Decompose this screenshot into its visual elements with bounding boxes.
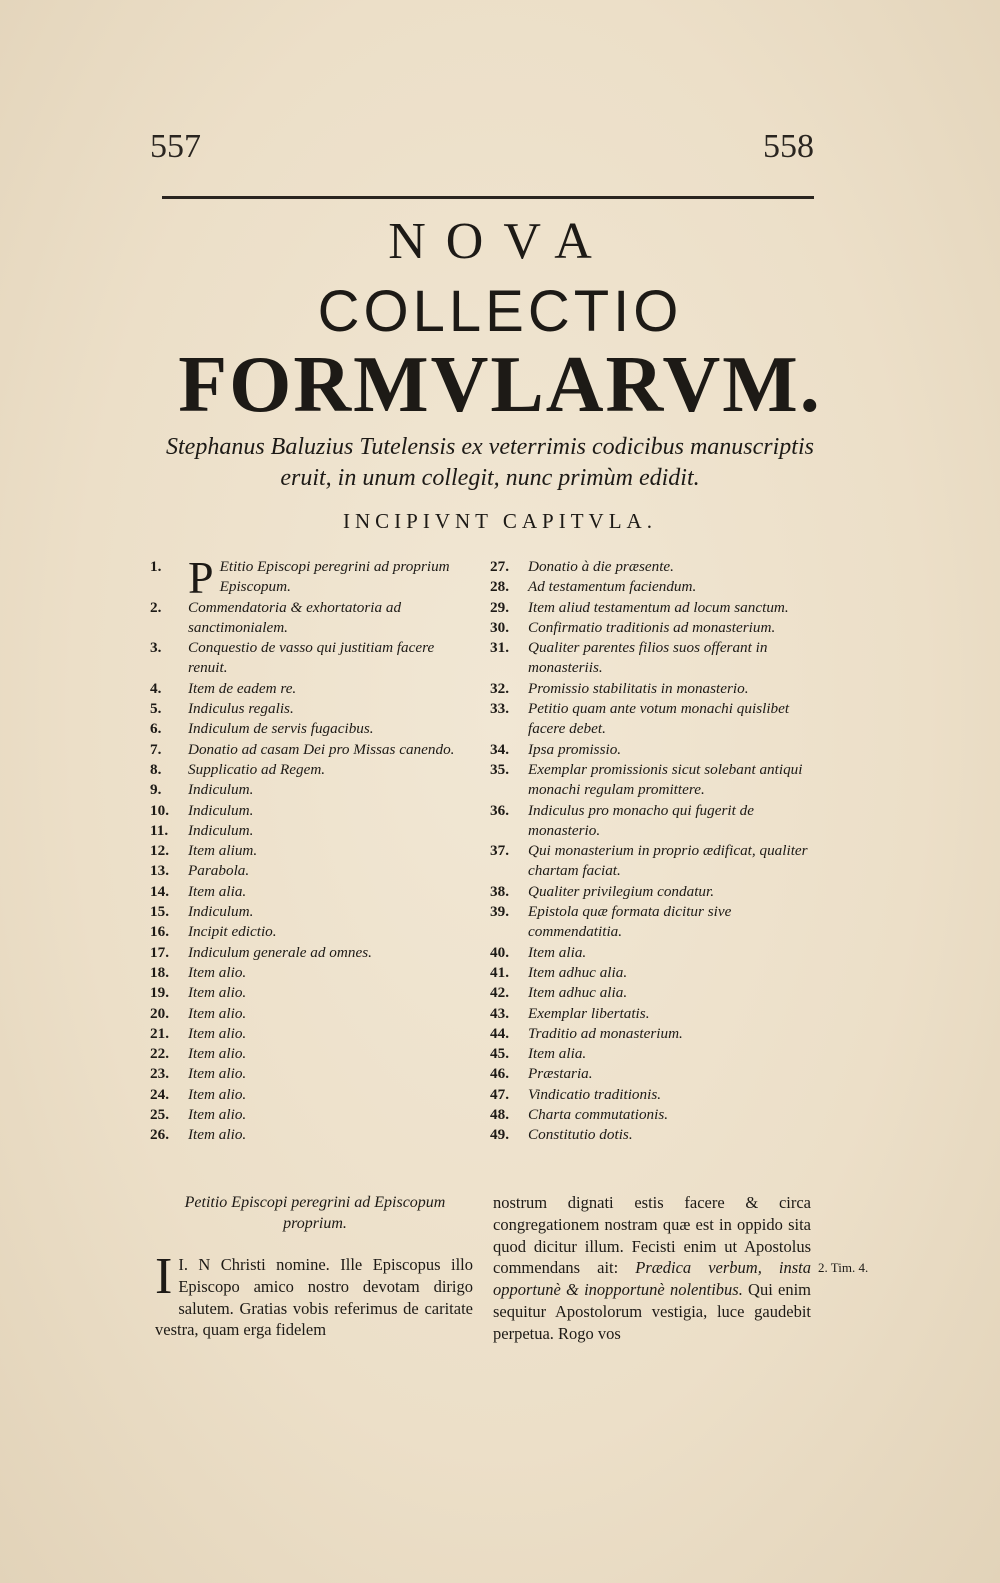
toc-entry-number: 39. [490,903,509,921]
toc-entry-text: Item adhuc alia. [528,984,628,1002]
toc-entry [490,1125,812,1145]
toc-entry [150,1064,470,1084]
toc-entry-number: 18. [150,963,169,981]
toc-entry-text: Supplicatio ad Regem. [188,760,326,778]
toc-entry [490,983,812,1003]
scripture-quote: Prædica verbum, insta opportunè & inopportunè nolentibus. [493,1258,811,1300]
toc-entry [490,699,812,740]
title-line-2: COLLECTIO [317,279,683,344]
toc-entry [490,963,812,983]
toc-entry-number: 25. [150,1106,169,1124]
toc-entry-number: 31. [490,639,509,657]
toc-entry-number: 27. [490,558,509,575]
toc-entry-text: Item alio. [188,1106,247,1124]
toc-entry-number: 44. [490,1024,509,1042]
toc-entry-text: Item alio. [188,1045,247,1063]
toc-entry [150,801,470,821]
body-text-left [155,1248,474,1341]
title-line-3: FORMVLARVM. [178,341,822,429]
toc-entry [150,638,470,679]
toc-entry-text: Item alio. [188,1065,247,1083]
toc-right-column [490,557,812,1146]
body-right-text-b: Qui enim sequitur Apostolorum vestigia, luce gaudebit perpetua. Rogo vos [493,1280,811,1343]
toc-entry-text: Indiculum. [188,903,254,921]
toc-entry-text: Constitutio dotis. [528,1126,633,1144]
toc-entry [150,699,470,719]
toc-entry-text: Vindicatio traditionis. [528,1085,662,1103]
toc-entry-number: 42. [490,984,509,1002]
toc-entry-text: Præstaria. [528,1065,593,1083]
toc-entry [150,740,470,760]
header-rule [162,196,814,199]
toc-entry [150,760,470,780]
toc-entry [490,1044,812,1064]
toc-entry-text: Ad testamentum faciendum. [528,578,697,596]
toc-entry [490,841,812,882]
toc-entry-text: Item alia. [188,882,247,900]
toc-entry [150,943,470,963]
toc-entry-number: 29. [490,598,509,616]
toc-entry-text: Exemplar libertatis. [528,1004,650,1022]
toc-entry [490,1105,812,1125]
toc-entry [490,1085,812,1105]
toc-entry-number: 19. [150,984,169,1002]
chapters-heading: INCIPIVNT CAPITVLA. [343,509,657,533]
toc-entry-text: Etitio Episcopi peregrini ad proprium Episcopum. [219,558,450,596]
toc-entry-text: Epistola quæ formata dicitur sive commendatitia. [528,903,732,941]
toc-entry-text: Promissio stabilitatis in monasterio. [528,679,749,697]
toc-entry-number: 6. [150,720,162,738]
toc-entry-text: Parabola. [188,862,250,880]
toc-entry-number: 15. [150,903,169,921]
toc-entry-number: 43. [490,1004,509,1022]
byline: Stephanus Baluzius Tutelensis ex veterrimis codicibus manuscriptis eruit, in unum collegit, nunc primùm edidit. [166,434,814,491]
toc-entry-text: Ipsa promissio. [528,740,622,758]
toc-entry-number: 10. [150,801,169,819]
toc-entry-number: 30. [490,618,509,636]
section-heading: Petitio Episcopi peregrini ad Episcopum proprium. [184,1194,446,1232]
toc-entry [150,882,470,902]
page-number-left: 557 [150,128,201,165]
toc-entry-text: Commendatoria & exhortatoria ad sanctimonialem. [188,598,402,636]
toc-entry [150,861,470,881]
toc-entry [150,1105,470,1125]
toc-entry [490,577,812,597]
toc-entry-text: Exemplar promissionis sicut solebant antiqui monachi regulam promittere. [528,760,803,799]
toc-entry [490,557,812,577]
toc-entry-text: Item aliud testamentum ad locum sanctum. [528,598,789,616]
toc-entry-number: 48. [490,1106,509,1124]
toc-entry-text: Donatio ad casam Dei pro Missas canendo. [188,740,455,758]
toc-entry-text: Item de eadem re. [188,679,297,697]
toc-entry [150,679,470,699]
toc-entry [150,1044,470,1064]
toc-entry-number: 7. [150,740,162,758]
toc-entry-number: 45. [490,1045,509,1063]
toc-entry [150,1024,470,1044]
toc-entry-text: Charta commutationis. [528,1106,669,1124]
toc-entry-number: 3. [150,639,162,657]
toc-entry-text: Indiculus regalis. [188,700,294,718]
toc-entry-text: Item alio. [188,1004,247,1022]
toc-entry-number: 34. [490,740,509,758]
toc-entry-text: Confirmatio traditionis ad monasterium. [528,618,776,636]
toc-entry [150,719,470,739]
toc-entry-number: 36. [490,801,509,819]
toc-entry-number: 16. [150,923,169,941]
toc-entry [490,598,812,618]
toc-entry-text: Item alio. [188,963,247,981]
title-line-1: NOVA [388,213,612,270]
margin-note: 2. Tim. 4. [818,1260,869,1275]
body-text-right [493,1192,811,1345]
toc-entry [490,801,812,842]
toc-entry-number: 12. [150,842,169,860]
toc-entry [490,1024,812,1044]
toc-entry [490,1004,812,1024]
toc-entry [490,740,812,760]
toc-entry [150,598,470,639]
toc-entry-text: Donatio à die præsente. [528,558,674,575]
toc-entry-text: Conquestio de vasso qui justitiam facere renuit. [188,639,435,677]
toc-entry [490,882,812,902]
toc-entry-number: 28. [490,578,509,596]
toc-entry-text: Traditio ad monasterium. [528,1024,683,1042]
toc-entry-text: Item alium. [188,842,258,860]
toc-entry [150,552,470,603]
toc-entry [490,760,812,801]
toc-entry-text: Qui monasterium in proprio ædificat, qualiter chartam faciat. [528,842,808,880]
toc-entry-text: Incipit edictio. [188,923,277,941]
toc-entry-text: Petitio quam ante votum monachi quislibet facere debet. [528,700,790,738]
toc-entry-text: Indiculum generale ad omnes. [188,943,372,961]
toc-entry [490,902,812,943]
toc-left-column [150,552,470,1146]
toc-entry-number: 47. [490,1085,509,1103]
toc-entry-number: 26. [150,1126,169,1144]
toc-entry [490,679,812,699]
toc-entry-number: 9. [150,781,162,799]
toc-entry-number: 33. [490,700,509,718]
toc-entry-number: 4. [150,679,162,697]
toc-entry-number: 21. [150,1024,169,1042]
toc-entry-number: 22. [150,1045,169,1063]
toc-entry-text: Item alio. [188,984,247,1002]
toc-entry-text: Item adhuc alia. [528,963,628,981]
toc-entry-number: 17. [150,943,169,961]
toc-entry-text: Indiculum de servis fugacibus. [188,720,374,738]
toc-entry-number: 2. [150,598,162,616]
toc-entry-text: Indiculum. [188,801,254,819]
toc-entry-number: 8. [150,760,162,778]
toc-entry [150,821,470,841]
toc-entry-text: Item alia. [528,1045,587,1063]
toc-entry-number: 46. [490,1065,509,1083]
page-number-right: 558 [763,128,814,165]
toc-entry-text: Item alia. [528,943,587,961]
toc-entry-text: Item alio. [188,1085,247,1103]
toc-entry [150,1085,470,1105]
toc-entry-number: 41. [490,963,509,981]
toc-entry-text: Item alio. [188,1024,247,1042]
toc-entry-number: 13. [150,862,169,880]
toc-entry [150,1125,470,1145]
toc-entry-number: 1. [150,558,162,575]
toc-entry [490,618,812,638]
toc-entry-text: Qualiter parentes filios suos offerant in monasteriis. [528,639,768,677]
toc-entry-number: 11. [150,821,169,839]
toc-entry-text: Qualiter privilegium condatur. [528,882,715,900]
toc-entry-text: Indiculum. [188,821,254,839]
toc-entry [150,922,470,942]
toc-entry-number: 32. [490,679,509,697]
toc-entry-number: 38. [490,882,509,900]
toc-entry [150,902,470,922]
toc-entry-number: 23. [150,1065,169,1083]
body-left-text: N Christi nomine. Ille Episcopus illo Episcopo amico nostro devotam dirigo salutem. Gratias vobis referimus de caritate vestra, quam erga fidelem [155,1255,474,1340]
toc-entry [490,943,812,963]
toc-entry-text: Indiculus pro monacho qui fugerit de monasterio. [528,801,754,839]
toc-entry-number: 20. [150,1004,169,1022]
toc-entry-number: 40. [490,943,509,961]
toc-entry [490,638,812,679]
toc-entry-number: 24. [150,1085,169,1103]
toc-entry [150,1004,470,1024]
toc-entry-number: 35. [490,760,509,778]
toc-entry [490,1064,812,1084]
body-right-text-a: nostrum dignati estis facere & circa congregationem nostram quæ est in oppido sita quod dicitur illum. Fecisti enim ut Apostolus commendans ait: [493,1193,811,1278]
toc-entry-number: 49. [490,1126,509,1144]
toc-entry [150,983,470,1003]
toc-entry [150,780,470,800]
toc-drop-cap: P [188,552,214,603]
paragraph-numeral: I. [178,1255,188,1274]
toc-entry-text: Item alio. [188,1126,247,1144]
toc-entry [150,963,470,983]
toc-entry-number: 37. [490,842,509,860]
drop-cap: I [155,1248,173,1305]
toc-entry [150,841,470,861]
toc-entry-number: 5. [150,700,162,718]
toc-entry-text: Indiculum. [188,781,254,799]
toc-entry-number: 14. [150,882,169,900]
